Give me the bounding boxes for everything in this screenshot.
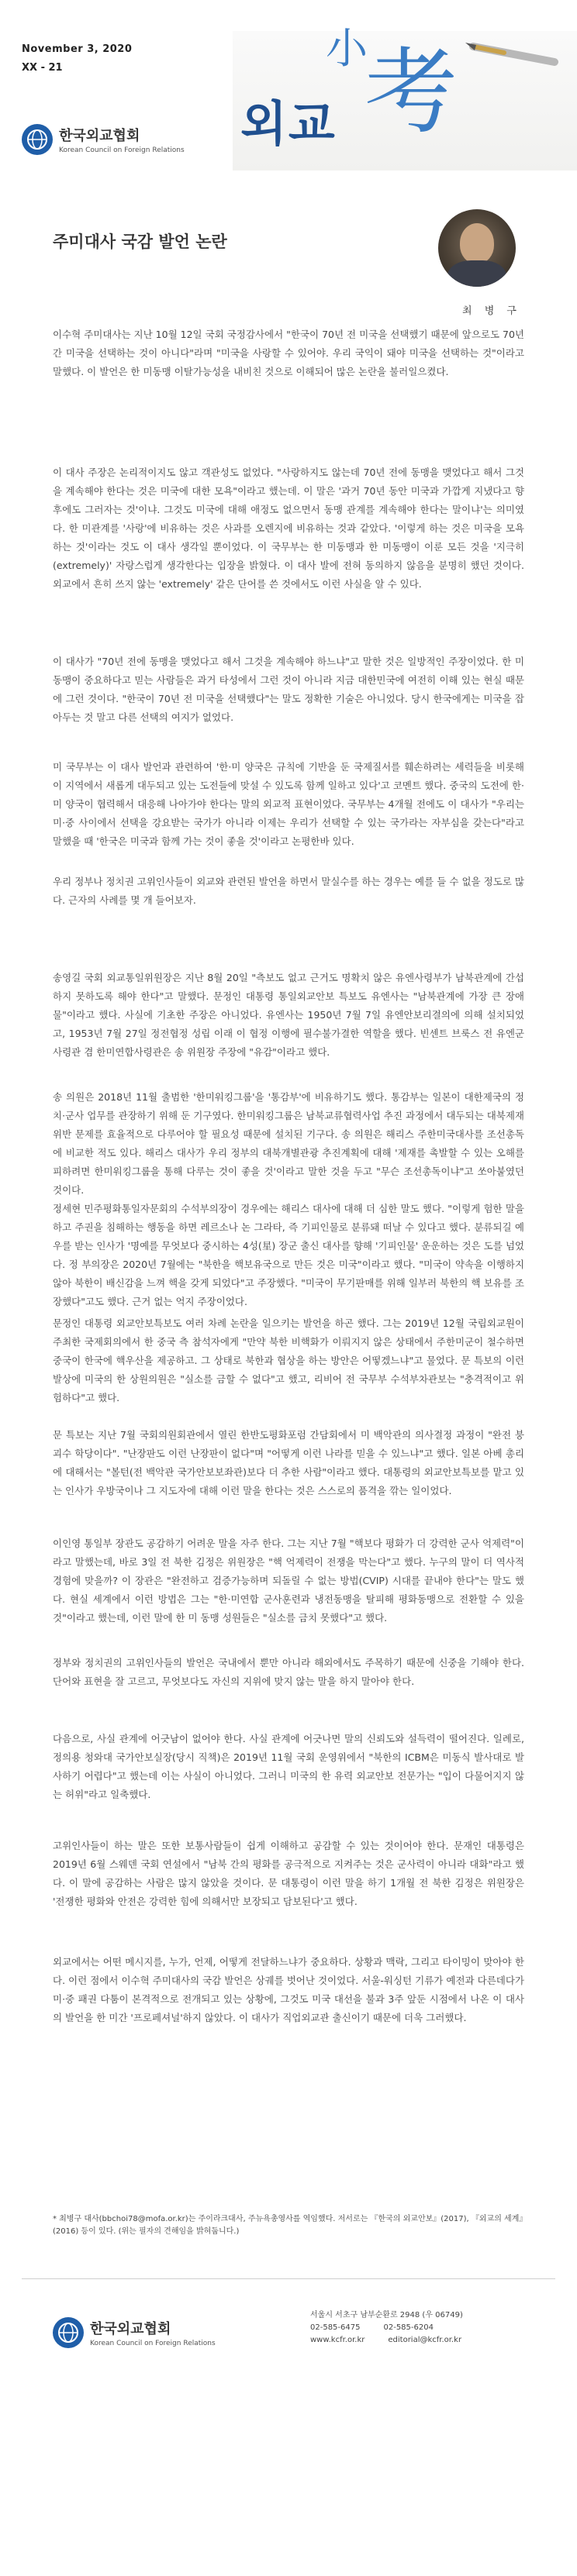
paragraph: 외교에서는 어떤 메시지를, 누가, 언제, 어떻게 전달하느냐가 중요하다. 상황과 맥락, 그리고 타이밍이 맞아야 한다. 이런 점에서 이수혁 주미대사의 국감 발언은 상궤를 벗어난 것이었다. 서울-워싱턴 기류가 예전과 다른데다가 미·중 패권 다툼이 본격적으로 전개되고 있는 상황에, 그것도 미국 대선을 불과 3주 앞둔 시점에서 나온 이 대사의 발언을 한 미간 '프로페셔널'하지 않았다. 이 대사가 직업외교관 출신이기 때문에 더욱 그러했다. [53, 1956, 524, 2023]
paragraph: 이 대사 주장은 논리적이지도 않고 객관성도 없었다. "사랑하지도 않는데 70년 전에 동맹을 맺었다고 해서 그것을 계속해야 한다는 것은 미국에 대한 모욕"이라고 했는데. 이 말은 '과거 70년 동안 미국과 가깝게 지냈다고 향후에도 그러자는 것'이냐. 그것도 미국에 대해 애정도 없으면서 동맹 관계를 계속해야 한다는 말이냐'는 의미였다. 한 미관계를 '사랑'에 비유하는 것은 사과를 오렌지에 비유하는 것과 같았다. '이렇게 하는 것은 미국을 모욕하는 것'이라는 것도 이 대사 생각일 뿐이었다. 이 국무부는 한 미동맹과 한 미동맹이 이룬 모든 것을 '지극히(extremely)' 자랑스럽게 생각한다는 입장을 밝혔다. 이 대사 발에 전혀 동의하지 않음을 분명히 했던 것이다. 외교에서 흔히 쓰지 않는 'extremely' 같은 단어를 쓴 것에서도 이런 사실을 알 수 있다. [53, 467, 524, 590]
paragraph: 문정인 대통령 외교안보특보도 여러 차례 논란을 일으키는 발언을 하곤 했다. 그는 2019년 12월 국립외교원이 주최한 국제회의에서 한 중국 측 참석자에게 "만약 북한 비핵화가 이뤄지지 않은 상태에서 주한미군이 철수하면 중국이 한국에 핵우산을 제공하고. 그 상태로 북한과 협상을 하는 방안은 어떻겠느냐"고 물었다. 문 특보의 이런 발상에 미국의 한 상원의원은 "실소를 금할 수 없다"고 했고, 리비어 전 국무부 수석부차관보는 "충격적이고 위험하다"고 했다. [53, 1317, 524, 1403]
org-name-en: Korean Council on Foreign Relations [59, 146, 185, 154]
org-logo [22, 124, 185, 155]
footer-phone: 02-585-6475 [310, 2323, 361, 2332]
footer-website-link[interactable]: www.kcfr.or.kr [310, 2336, 365, 2344]
org-name-ko: 한국외교협회 [59, 128, 140, 144]
paragraph: 송 의원은 2018년 11월 출범한 '한미워킹그룹'을 '통감부'에 비유하기도 했다. 통감부는 일본이 대한제국의 정치·군사 업무를 관장하기 위해 둔 기구였다. 한미워킹그룹은 남북교류협력사업 추진 과정에서 대두되는 대북제재 위반 문제를 효율적으로 다루어야 할 필요성 때문에 설치된 기구다. 송 의원은 해리스 주한미국대사를 조선총독에 비교한 적도 있다. 해리스 대사가 우리 정부의 대북개별관광 추진계획에 대해 '제재를 촉발할 수 있는 오해를 피하려면 한미워킹그룹을 통해 다루는 것이 좋을 것'이라고 말한 것을 두고 "무슨 조선총독이냐"고 쏘아붙였던 것이다. [53, 1091, 524, 1196]
footer-fax: 02-585-6204 [383, 2323, 434, 2332]
issue-number: XX - 21 [22, 62, 63, 74]
author-photo [438, 209, 516, 287]
author-name: 최 병 구 [462, 305, 521, 317]
globe-icon [22, 124, 53, 155]
fountain-pen-icon [465, 31, 558, 101]
header [0, 0, 577, 194]
globe-icon [53, 2317, 84, 2348]
paragraph: 이수혁 주미대사는 지난 10월 12일 국회 국정감사에서 "한국이 70년 전 미국을 선택했기 때문에 앞으로도 70년간 미국을 선택하는 것이 아니다"라며 "미국을 사랑할 수 있어야. 우리 국익이 돼야 미국을 선택하는 것"이라고 말했다. 이 발언은 한 미동맹 이탈가능성을 내비친 것으로 이해되어 많은 논란을 불러일으켰다. [53, 329, 525, 377]
paragraph: 송영길 국회 외교통일위원장은 지난 8월 20일 "측보도 없고 근거도 명확치 않은 유엔사령부가 남북관계에 간섭하지 못하도록 해야 한다"고 말했다. 문정인 대통령 통일외교안보 특보도 유엔사는 "남북관계에 가장 큰 장애물"이라고 했다. 사실에 기초한 주장은 아니었다. 유엔사는 1950년 7월 7일 유엔안보리결의에 의해 설치되었고, 1953년 7월 27일 정전협정 성립 이래 이 협정 이행에 필수불가결한 역할을 했다. 빈센트 브룩스 전 유엔군사령관 겸 한미연합사령관은 송 위원장 주장에 "유감"이라고 했다. [53, 972, 524, 1058]
article-title: 주미대사 국감 발언 논란 [53, 232, 227, 251]
author-footnote: * 최병구 대사(bbchoi78@mofa.or.kr)는 주이라크대사, 주뉴욕총영사를 역임했다. 저서로는 『한국의 외교안보』(2017), 『외교의 세계』(2016) 등이 있다. (위는 필자의 견해임을 밝혀둡니다.) [53, 2215, 523, 2236]
org-name [59, 125, 185, 154]
paragraph: 정부와 정치권의 고위인사들의 발언은 국내에서 뿐만 아니라 해외에서도 주목하기 때문에 신중을 기해야 한다. 단어와 표현을 잘 고르고, 무엇보다도 자신의 지위에 맞지 않는 말을 하지 말아야 한다. [53, 1657, 524, 1687]
paragraph: 정세현 민주평화통일자문회의 수석부의장이 경우에는 해리스 대사에 대해 더 심한 말도 했다. "이렇게 험한 말을 하고 주권을 침해하는 행동을 하면 레르소나 논 그라타, 즉 기피인물로 분류돼 떠날 수 있다고 했다. 분류되길 예우를 받는 인사가 '명예를 무엇보다 중시하는 4성(星) 장군 출신 대사를 향해 '기피인물' 운운하는 것은 도를 넘었다. 정 부의장은 2020년 7월에는 "북한을 핵보유국으로 만든 것은 미국"이라고 했다. "미국이 약속을 이행하지 않아 북한이 배신감을 느껴 핵을 갖게 되었다"고 주장했다. "미국이 무기판매를 위해 일부러 북한의 핵 보유를 조장했다"고도 했다. 근거 없는 억지 주장이었다. [53, 1203, 524, 1307]
paragraph: 우리 정부나 정치권 고위인사들이 외교와 관련된 발언을 하면서 말실수를 하는 경우는 예를 들 수 없을 정도로 많다. 근자의 사례를 몇 개 들어보자. [53, 876, 524, 906]
footer-org-name-ko: 한국외교협회 [90, 2321, 171, 2337]
issue-date: November 3, 2020 [22, 43, 133, 55]
footer-org-name-en: Korean Council on Foreign Relations [90, 2340, 216, 2347]
footer-divider [22, 2278, 555, 2279]
paragraph: 문 특보는 지난 7월 국회의원회관에서 열린 한반도평화포럼 간담회에서 미 백악관의 의사결정 과정이 "완전 붕괴수 학당이다". "난장판도 이런 난장판이 없다"며 "어떻게 이런 나라를 믿을 수 있느냐"고 했다. 일본 아베 총리에 대해서는 "볼턴(전 백악관 국가안보보좌관)보다 더 추한 사람"이라고 했다. 대통령의 외교안보특보를 맡고 있는 인사가 우방국이나 그 지도자에 대해 이런 말을 한다는 것은 스스로의 품격을 깎는 일이었다. [53, 1429, 524, 1496]
paragraph: 다음으로, 사실 관계에 어긋남이 없어야 한다. 사실 관계에 어긋나면 말의 신뢰도와 설득력이 떨어진다. 일례로, 정의용 청와대 국가안보실장(당시 직책)은 2019년 11월 국회 운영위에서 "북한의 ICBM은 미동식 발사대로 발사하기 어렵다"고 했는데 이는 사실이 아니었다. 그러니 미국의 한 유력 외교안보 전문가는 "입이 다물어지지 않는 허위"라고 일축했다. [53, 1733, 524, 1800]
footer-email-link[interactable]: editorial@kcfr.or.kr [388, 2336, 462, 2344]
paragraph: 이인영 통일부 장관도 공감하기 어려운 말을 자주 한다. 그는 지난 7월 "핵보다 평화가 더 강력한 군사 억제력"이라고 말했는데, 바로 3일 전 북한 김정은 위원장은 "핵 억제력이 전쟁을 막는다"고 했다. 누구의 말이 더 역사적 경험에 맞을까? 이 장관은 "완전하고 검증가능하며 되돌릴 수 없는 방법(CVIP) 시대를 끝내야 한다"는 말도 했다. 현실 세계에서 이런 방법은 그는 "한·미연합 군사훈련과 냉전동맹을 탈피해 평화동맹으로 전환할 수 있을 것"이라고 했는데, 이런 말에 한 미 동맹 성원들은 "실소를 금치 못했다"고 했다. [53, 1538, 524, 1624]
paragraph: 고위인사들이 하는 말은 또한 보통사람들이 쉽게 이해하고 공감할 수 있는 것이어야 한다. 문재인 대통령은 2019년 6월 스웨덴 국회 연설에서 "남북 간의 평화를 공극적으로 지켜주는 것은 군사력이 아니라 대화"라고 했다. 이 말에 공감하는 사람은 많지 않았을 것이다. 문 대통령이 이런 말을 하기 1개월 전 북한 김정은 위원장은 '전쟁한 평화와 안전은 강력한 힘에 의해서만 보장되고 담보된다'고 했다. [53, 1840, 524, 1907]
paragraph: 이 대사가 "70년 전에 동맹을 맺었다고 해서 그것을 계속해야 하느냐"고 말한 것은 일방적인 주장이었다. 한 미동맹이 중요하다고 믿는 사람들은 과거 타성에서 그런 것이 아니라 지금 대한민국에 여전히 이해 있는 현실 때문에 그런 것이다. "한국이 70년 전 미국을 선택했다"는 말도 정확한 기술은 아니었다. 당시 한국에게는 미국을 잡아두는 것 말고 다른 선택의 여지가 없었다. [53, 656, 524, 723]
footer-contact [310, 2309, 485, 2347]
paragraph: 미 국무부는 이 대사 발언과 관련하여 '한·미 양국은 규칙에 기반을 둔 국제질서를 훼손하려는 세력들을 비롯해 이 지역에서 새롭게 대두되고 있는 도전들에 맞설 수 있도록 함께 일하고 있다'고 코멘트 했다. 중국의 도전에 한·미 양국이 협력해서 대응해 나아가야 한다는 말의 외교적 표현이었다. 국무부는 4개월 전에도 이 대사가 "우리는 미·중 사이에서 선택을 강요받는 국가가 아니라 이제는 우리가 선택할 수 있는 국가라는 자부심을 갖는다"라고 말했을 때 '한국은 미국과 함께 가는 것이 좋을 것'이라고 논평한바 있다. [53, 761, 524, 847]
brand-small-char: 小 [326, 24, 368, 73]
footer-org-name [90, 2318, 216, 2347]
footer [0, 2278, 577, 2371]
brand-right-char: 考 [365, 39, 458, 146]
footer-address: 서울시 서초구 남부순환로 2948 (우 06749) [310, 2311, 463, 2319]
footer-logo [53, 2317, 216, 2348]
brand-main: 외교 [240, 95, 337, 152]
article-header [0, 194, 577, 317]
